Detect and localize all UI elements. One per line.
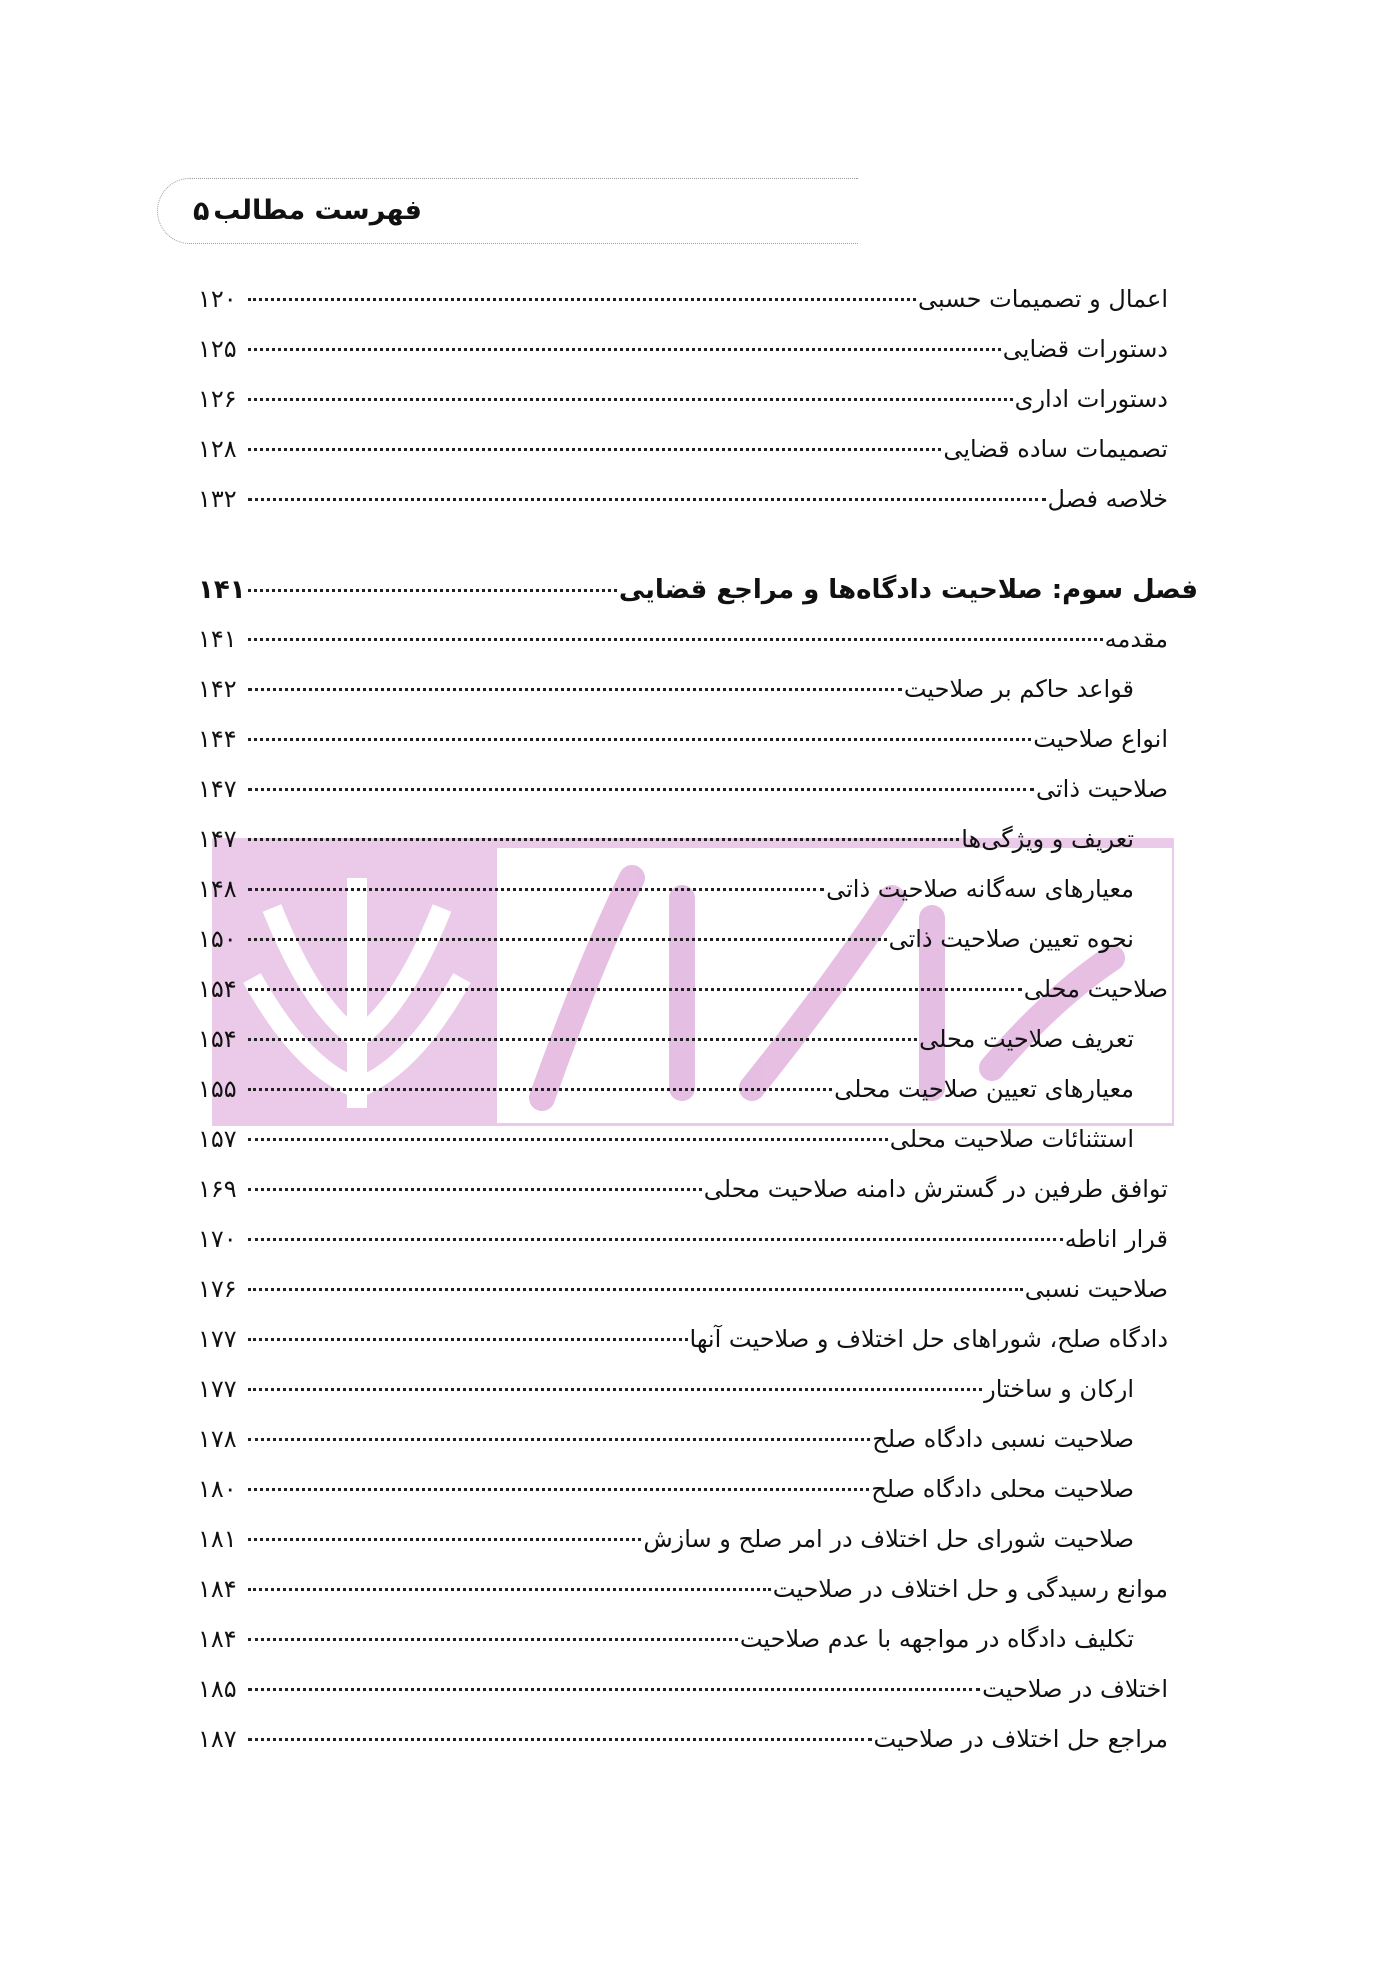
toc-entry-page: ۱۸۴ (198, 1575, 237, 1603)
dot-leader (248, 1188, 702, 1191)
dot-leader (248, 589, 617, 592)
dot-leader (248, 1138, 888, 1141)
toc-entry (198, 825, 1198, 865)
toc-entry-label: تعریف صلاحیت محلی (919, 1025, 1134, 1053)
toc-entry (198, 1425, 1198, 1465)
toc-entry-page: ۱۲۸ (198, 435, 237, 463)
dot-leader (248, 1588, 771, 1591)
toc-entry-label: مقدمه (1104, 625, 1168, 653)
dot-leader (248, 348, 1001, 351)
toc-entry-label: انواع صلاحیت (1033, 725, 1168, 753)
toc-entry-page: ۱۶۹ (198, 1175, 237, 1203)
toc-entry (198, 1325, 1198, 1365)
toc-entry (198, 1175, 1198, 1215)
toc-entry-label: صلاحیت نسبی دادگاه صلح (872, 1425, 1134, 1453)
dot-leader (248, 638, 1103, 641)
toc-entry (198, 1525, 1198, 1565)
toc-entry-label: فصل سوم: صلاحیت دادگاه‌ها و مراجع قضایی (618, 575, 1198, 605)
toc-entry-page: ۱۷۰ (198, 1225, 237, 1253)
toc-entry (198, 875, 1198, 915)
dot-leader (248, 498, 1046, 501)
toc-entry (198, 285, 1198, 325)
toc-entry-label: دادگاه صلح، شوراهای حل اختلاف و صلاحیت آنها (689, 1325, 1168, 1353)
toc-entry-page: ۱۳۲ (198, 485, 237, 513)
toc-entry-label: اعمال و تصمیمات حسبی (918, 285, 1168, 313)
toc-entry-label: صلاحیت شورای حل اختلاف در امر صلح و سازش (643, 1525, 1134, 1553)
toc-entry-page: ۱۷۸ (198, 1425, 237, 1453)
toc-entry (198, 385, 1198, 425)
toc-entry-page: ۱۷۶ (198, 1275, 237, 1303)
dot-leader (248, 1238, 1063, 1241)
dot-leader (248, 1688, 980, 1691)
toc-entry (198, 1475, 1198, 1515)
toc-entry-label: صلاحیت محلی (1023, 975, 1168, 1003)
toc-chapter-heading (198, 575, 1198, 615)
toc-entry (198, 625, 1198, 665)
toc-entry (198, 725, 1198, 765)
dot-leader (248, 988, 1022, 991)
toc-entry-label: اختلاف در صلاحیت (982, 1675, 1168, 1703)
toc-entry-label: نحوه تعیین صلاحیت ذاتی (888, 925, 1134, 953)
toc-entry (198, 925, 1198, 965)
toc-entry-label: صلاحیت ذاتی (1035, 775, 1168, 803)
toc-entry-page: ۱۸۱ (198, 1525, 237, 1553)
dot-leader (248, 448, 941, 451)
dot-leader (248, 1338, 688, 1341)
dot-leader (248, 298, 916, 301)
dot-leader (248, 1388, 982, 1391)
toc-entry (198, 435, 1198, 475)
dot-leader (248, 1088, 832, 1091)
dot-leader (248, 398, 1013, 401)
toc-entry-label: صلاحیت محلی دادگاه صلح (871, 1475, 1134, 1503)
toc-entry-label: دستورات اداری (1014, 385, 1168, 413)
dot-leader (248, 1488, 869, 1491)
toc-entry-page: ۱۵۵ (198, 1075, 237, 1103)
toc-entry-page: ۱۷۷ (198, 1325, 237, 1353)
dot-leader (248, 1638, 738, 1641)
toc-entry-page: ۱۴۷ (198, 825, 237, 853)
dot-leader (248, 738, 1031, 741)
toc-entry (198, 675, 1198, 715)
toc-entry (198, 1225, 1198, 1265)
toc-entry-page: ۱۸۴ (198, 1625, 237, 1653)
toc-entry-page: ۱۸۰ (198, 1475, 237, 1503)
toc-entry-page: ۱۷۷ (198, 1375, 237, 1403)
toc-entry (198, 975, 1198, 1015)
toc-entry (198, 1625, 1198, 1665)
toc-entry-label: دستورات قضایی (1002, 335, 1168, 363)
toc-entry-label: استثنائات صلاحیت محلی (889, 1125, 1134, 1153)
toc-entry-page: ۱۸۵ (198, 1675, 237, 1703)
toc-entry (198, 1375, 1198, 1415)
toc-entry-label: قواعد حاکم بر صلاحیت (903, 675, 1134, 703)
toc-entry-page: ۱۴۷ (198, 775, 237, 803)
toc-entry (198, 1675, 1198, 1715)
page-number: ۵ (193, 196, 210, 227)
toc-entry-label: تعریف و ویژگی‌ها (961, 825, 1134, 853)
dot-leader (248, 1038, 917, 1041)
toc-entry (198, 1125, 1198, 1165)
toc-entry (198, 1725, 1198, 1765)
toc-entry (198, 1575, 1198, 1615)
toc-entry-label: معیارهای سه‌گانه صلاحیت ذاتی (826, 875, 1134, 903)
dot-leader (248, 888, 824, 891)
dot-leader (248, 1438, 870, 1441)
dot-leader (248, 688, 902, 691)
toc-entry-page: ۱۵۷ (198, 1125, 237, 1153)
toc-entry-page: ۱۴۱ (198, 625, 237, 653)
toc-entry-label: تصمیمات ساده قضایی (943, 435, 1168, 463)
toc-entry-page: ۱۵۴ (198, 1025, 237, 1053)
toc-entry-label: موانع رسیدگی و حل اختلاف در صلاحیت (772, 1575, 1168, 1603)
toc-entry (198, 775, 1198, 815)
toc-entry-page: ۱۲۰ (198, 285, 237, 313)
toc-entry-label: معیارهای تعیین صلاحیت محلی (834, 1075, 1134, 1103)
toc-entry-label: ارکان و ساختار (984, 1375, 1134, 1403)
toc-entry (198, 1275, 1198, 1315)
dot-leader (248, 1288, 1023, 1291)
toc-entry (198, 1075, 1198, 1115)
dot-leader (248, 938, 887, 941)
toc-entry (198, 1025, 1198, 1065)
toc-entry-page: ۱۸۷ (198, 1725, 237, 1753)
dot-leader (248, 1538, 641, 1541)
dot-leader (248, 788, 1034, 791)
toc-entry-label: مراجع حل اختلاف در صلاحیت (873, 1725, 1168, 1753)
toc-entry-label: توافق طرفین در گسترش دامنه صلاحیت محلی (703, 1175, 1168, 1203)
dot-leader (248, 838, 959, 841)
toc-entry-label: خلاصه فصل (1047, 485, 1168, 513)
toc-entry-page: ۱۵۴ (198, 975, 237, 1003)
page-title: فهرست مطالب (213, 195, 422, 226)
toc-entry-page: ۱۴۱ (198, 575, 246, 605)
toc-entry-page: ۱۴۲ (198, 675, 237, 703)
toc-entry-label: تکلیف دادگاه در مواجهه با عدم صلاحیت (739, 1625, 1134, 1653)
toc-entry-page: ۱۴۴ (198, 725, 237, 753)
toc-entry (198, 335, 1198, 375)
toc-entry-page: ۱۲۶ (198, 385, 237, 413)
toc-entry (198, 485, 1198, 525)
toc-entry-page: ۱۵۰ (198, 925, 237, 953)
toc-entry-label: قرار اناطه (1064, 1225, 1168, 1253)
toc-entry-page: ۱۴۸ (198, 875, 237, 903)
toc-entry-label: صلاحیت نسبی (1024, 1275, 1168, 1303)
dot-leader (248, 1738, 872, 1741)
toc-entry-page: ۱۲۵ (198, 335, 237, 363)
